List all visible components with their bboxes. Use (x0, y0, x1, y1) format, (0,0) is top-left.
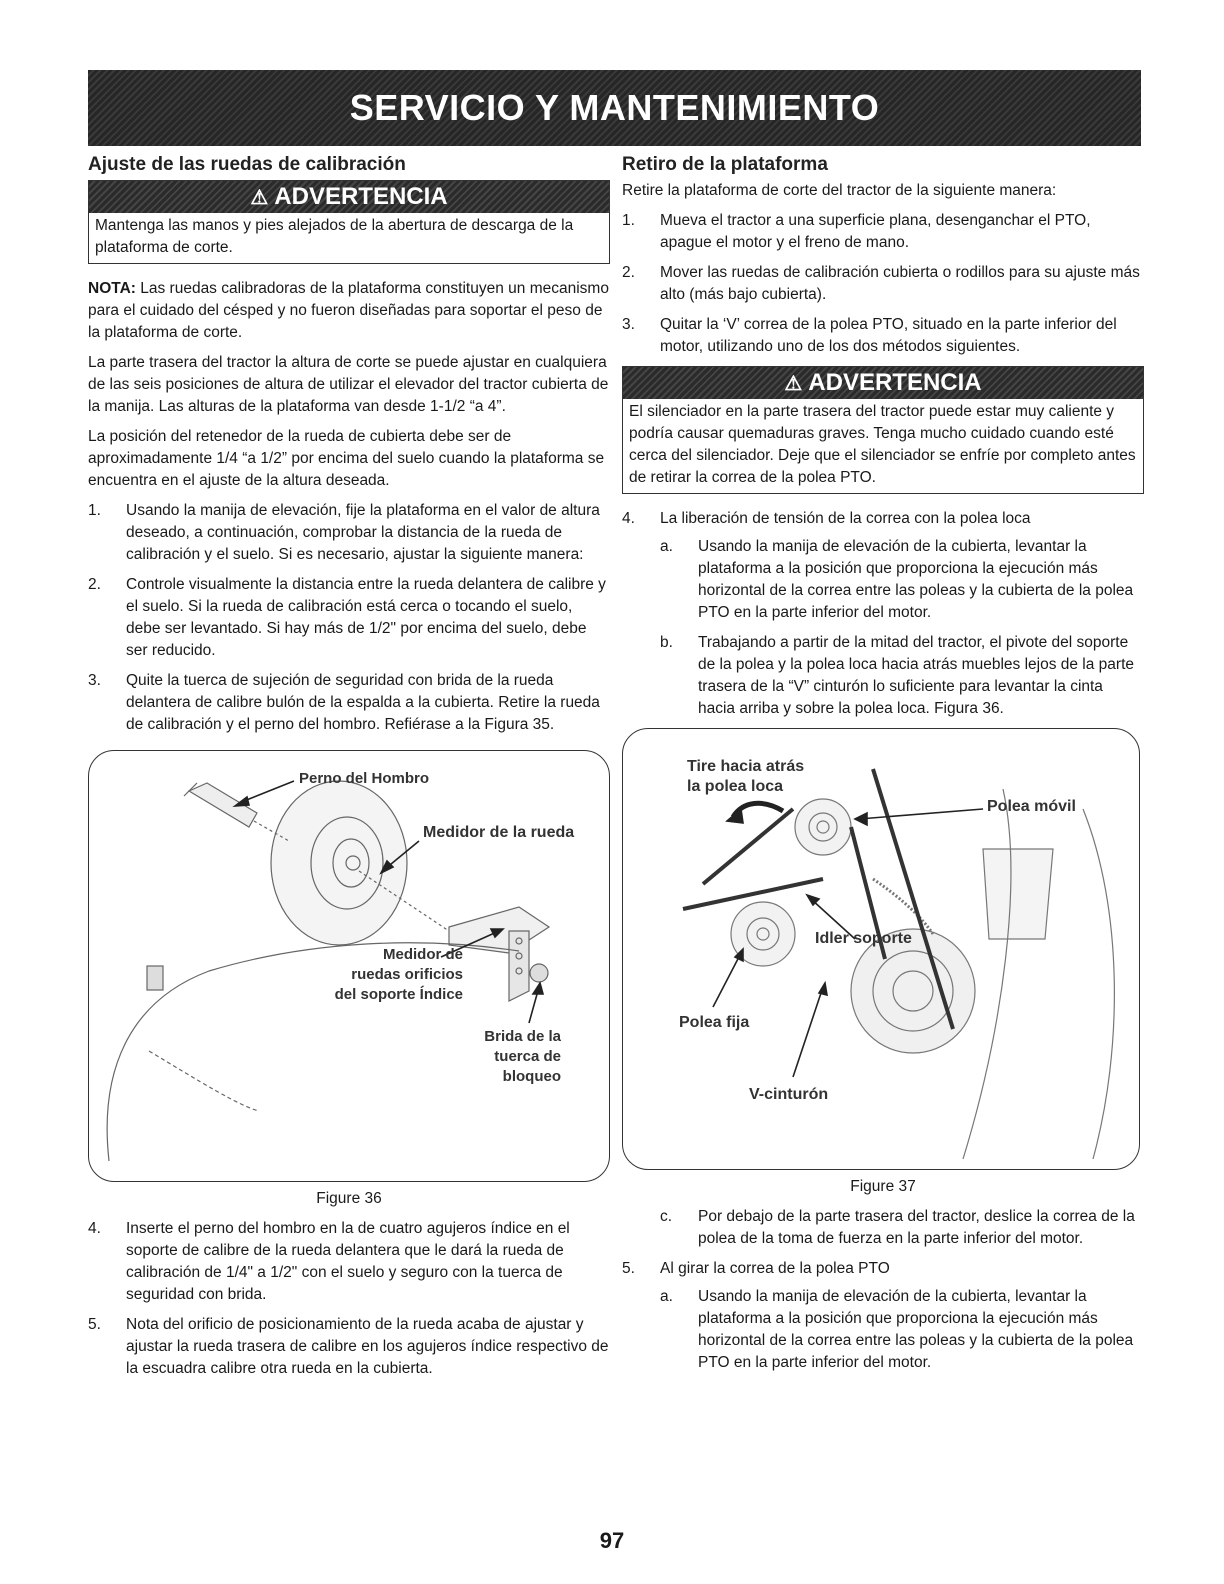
item-number: b. (660, 634, 673, 651)
figure-label-perno: Perno del Hombro (299, 770, 430, 787)
item-number: c. (660, 1208, 673, 1225)
figure-label-orificios: Medidor de ruedas orificios del soporte Índice (334, 946, 463, 1003)
list-item (660, 1286, 1144, 1374)
item-text: Inserte el perno del hombro en la de cuatro agujeros índice en el soporte de calibre de la rueda delantera que le dará la rueda de calibración de 1/4" a 1/2" con el suelo y seguro con la tuerca de seguridad con brida. (126, 1220, 570, 1303)
steps-list (88, 1218, 610, 1380)
warning-box-right (622, 366, 1144, 494)
warning-header (89, 181, 609, 213)
section-banner (88, 70, 1141, 146)
note-label: NOTA: (88, 280, 136, 297)
item-number: 1. (88, 502, 101, 519)
item-text: Mover las ruedas de calibración cubierta o rodillos para su ajuste más alto (más bajo cubierta). (660, 264, 1140, 303)
list-item (622, 314, 1144, 358)
figure-36 (88, 750, 610, 1182)
sub-steps-list (660, 536, 1144, 720)
left-column (88, 154, 610, 1388)
item-text: Mueva el tractor a una superficie plana, desenganchar el PTO, apague el motor y el freno de mano. (660, 212, 1091, 251)
sub-steps-list (660, 1286, 1144, 1374)
figure-label-medidor: Medidor de la rueda (423, 824, 575, 841)
item-number: 3. (622, 316, 635, 333)
paragraph: Retire la plataforma de corte del tractor de la siguiente manera: (622, 182, 1057, 199)
warning-triangle-icon: ⚠ (784, 372, 803, 395)
warning-text: El silenciador en la parte trasera del tractor puede estar muy caliente y podría causar quemaduras graves. Tenga mucho cuidado cuando esté cerca del silenciador. Deje que el silenciador se enfríe por completo antes de retirar la correa de la polea PTO. (629, 403, 1136, 486)
item-text: Trabajando a partir de la mitad del tractor, el pivote del soporte de la polea y la polea loca hacia atrás muebles lejos de la parte trasera de la “V” cinturón lo suficiente para levantar la cinta hacia arriba y sobre la polea loca. Figura 36. (698, 634, 1134, 717)
page-title: SERVICIO Y MANTENIMIENTO (349, 87, 880, 128)
steps-list (622, 210, 1144, 358)
item-text: Al girar la correa de la polea PTO (660, 1260, 890, 1277)
note-text: Las ruedas calibradoras de la plataforma constituyen un mecanismo para el cuidado del césped y no fueron diseñadas para soportar el peso de la plataforma de corte. (88, 280, 609, 341)
warning-text: Mantenga las manos y pies alejados de la abertura de descarga de la plataforma de corte. (95, 217, 574, 256)
figure-label-vcinturon: V-cinturón (749, 1086, 829, 1103)
item-text: Quite la tuerca de sujeción de seguridad con brida de la rueda delantera de calibre bulón de la espalda a la cubierta. Retire la rueda de calibración y el perno del hombro. Refiérase a la Figura 35. (126, 672, 600, 733)
item-text: Usando la manija de elevación de la cubierta, levantar la plataforma a la posición que proporciona la ejecución más horizontal de la correa entre las poleas y la cubierta de la polea PTO en la parte inferior del motor. (698, 1288, 1134, 1371)
warning-title: ADVERTENCIA (808, 369, 982, 396)
item-text: Quitar la ‘V’ correa de la polea PTO, situado en la parte inferior del motor, utilizando uno de los dos métodos siguientes. (660, 316, 1117, 355)
list-item (88, 1314, 610, 1380)
list-item (88, 670, 610, 736)
list-item (622, 210, 1144, 254)
right-heading: Retiro de la plataforma (622, 154, 828, 175)
item-number: 3. (88, 672, 101, 689)
list-item (660, 632, 1144, 720)
item-text: La liberación de tensión de la correa con la polea loca (660, 510, 1031, 527)
list-item (622, 1206, 1144, 1250)
figure-37 (622, 728, 1140, 1170)
figure-label-fija: Polea fija (679, 1014, 750, 1031)
item-number: 2. (88, 576, 101, 593)
list-item (88, 574, 610, 662)
steps-list (88, 500, 610, 736)
figure-label-brida: Brida de la tuerca de bloqueo (484, 1028, 561, 1085)
item-number: a. (660, 1288, 673, 1305)
warning-triangle-icon: ⚠ (250, 186, 269, 209)
page-number: 97 (599, 1528, 625, 1553)
item-text: Controle visualmente la distancia entre la rueda delantera de calibre y el suelo. Si la rueda de calibración está cerca o tocando el suelo, debe ser levantado. Si hay más de 1/2" por encima del suelo, debe ser reducido. (126, 576, 606, 659)
item-number: 5. (622, 1260, 635, 1277)
note-paragraph (88, 278, 610, 344)
right-column (622, 154, 1144, 1382)
list-item (622, 262, 1144, 306)
item-text: Usando la manija de elevación, fije la plataforma en el valor de altura deseado, a continuación, comprobar la distancia de la rueda de calibración y el suelo. Si es necesario, ajustar la siguiente manera: (126, 502, 600, 563)
warning-box-left (88, 180, 610, 264)
warning-header (623, 367, 1143, 399)
item-number: 4. (88, 1220, 101, 1237)
paragraph: La parte trasera del tractor la altura de corte se puede ajustar en cualquiera de las seis posiciones de altura de utilizar el elevador del tractor cubierta de la manija. Las alturas de la plataforma van desde 1-1/2 “a 4”. (88, 354, 609, 415)
steps-list (622, 1206, 1144, 1374)
item-number: 5. (88, 1316, 101, 1333)
item-number: 1. (622, 212, 635, 229)
list-item (622, 508, 1144, 720)
item-text: Usando la manija de elevación de la cubierta, levantar la plataforma a la posición que proporciona la ejecución más horizontal de la correa entre las poleas y la cubierta de la polea PTO en la parte inferior del motor. (698, 538, 1134, 621)
figure-label-movil: Polea móvil (987, 798, 1076, 815)
left-heading: Ajuste de las ruedas de calibración (88, 154, 406, 175)
item-text: Nota del orificio de posicionamiento de la rueda acaba de ajustar y ajustar la rueda trasera de calibre en los agujeros índice respectivo de la escuadra calibre otra rueda en la cubierta. (126, 1316, 609, 1377)
figure-label-idler: Idler soporte (815, 930, 912, 947)
item-number: 4. (622, 510, 635, 527)
paragraph: La posición del retenedor de la rueda de cubierta debe ser de aproximadamente 1/4 “a 1/2” por encima del suelo cuando la plataforma se encuentra en el ajuste de la altura deseada. (88, 428, 605, 489)
list-item (660, 536, 1144, 624)
figure-label-tire: Tire hacia atrás la polea loca (687, 758, 805, 795)
item-number: a. (660, 538, 673, 555)
figure-caption: Figure 37 (850, 1178, 916, 1195)
list-item (622, 1258, 1144, 1374)
steps-list (622, 508, 1144, 720)
figure-caption: Figure 36 (316, 1190, 382, 1207)
warning-title: ADVERTENCIA (274, 183, 448, 210)
item-number: 2. (622, 264, 635, 281)
list-item (88, 500, 610, 566)
item-text: Por debajo de la parte trasera del tractor, deslice la correa de la polea de la toma de fuerza en la parte inferior del motor. (698, 1208, 1135, 1247)
list-item (88, 1218, 610, 1306)
